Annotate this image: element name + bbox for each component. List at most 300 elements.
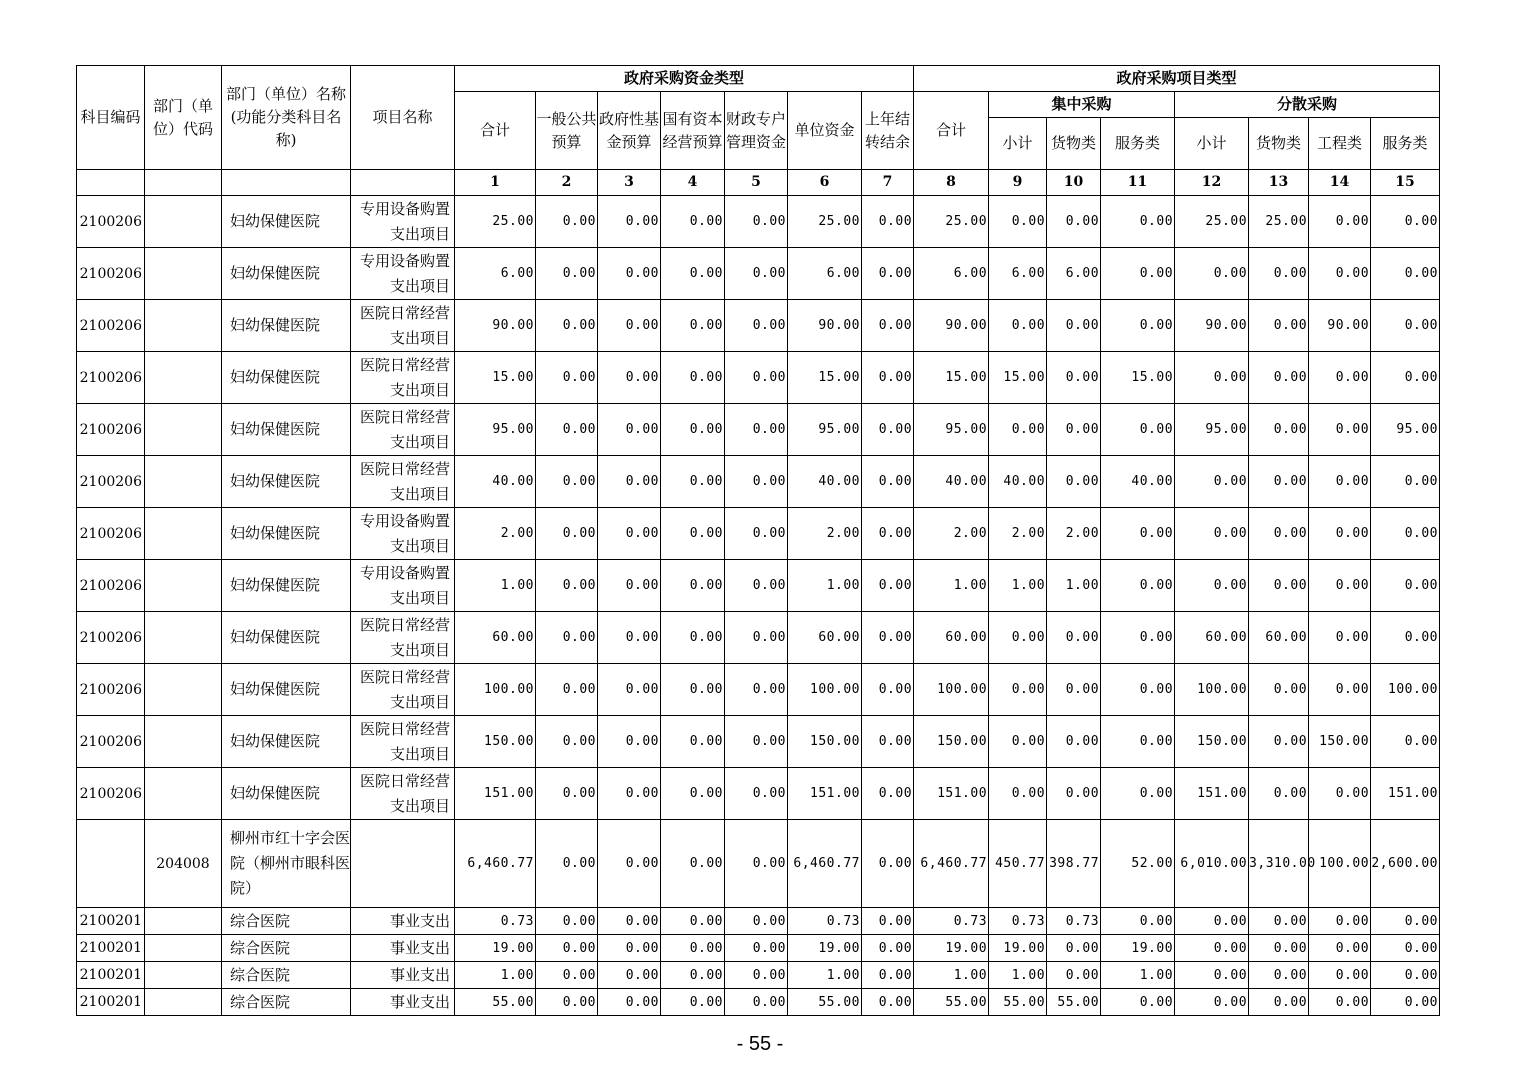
amount-cell: 0.00 <box>536 196 598 248</box>
amount-cell: 0.00 <box>862 820 914 908</box>
amount-cell: 0.00 <box>1175 962 1249 989</box>
amount-cell: 150.00 <box>1175 716 1249 768</box>
amount-cell: 0.00 <box>536 508 598 560</box>
amount-cell: 0.00 <box>1309 989 1371 1016</box>
amount-cell: 60.00 <box>455 612 536 664</box>
amount-cell: 0.00 <box>862 908 914 935</box>
amount-cell: 0.00 <box>862 989 914 1016</box>
amount-cell: 90.00 <box>1309 300 1371 352</box>
dept-code-cell <box>145 560 222 612</box>
amount-cell: 0.00 <box>661 664 725 716</box>
project-name-cell: 专用设备购置支出项目 <box>351 508 455 560</box>
subject-code-cell: 2100206 <box>77 560 145 612</box>
amount-cell: 3,310.00 <box>1249 820 1309 908</box>
amount-cell: 25.00 <box>788 196 862 248</box>
amount-cell: 0.00 <box>1101 404 1175 456</box>
amount-cell: 0.00 <box>1047 716 1101 768</box>
amount-cell: 6.00 <box>914 248 989 300</box>
amount-cell: 1.00 <box>455 560 536 612</box>
amount-cell: 0.00 <box>862 716 914 768</box>
amount-cell: 6,460.77 <box>455 820 536 908</box>
amount-cell: 0.00 <box>598 404 661 456</box>
amount-cell: 0.00 <box>1175 935 1249 962</box>
dept-code-cell <box>145 962 222 989</box>
amount-cell: 90.00 <box>455 300 536 352</box>
column-number: 6 <box>788 170 862 196</box>
amount-cell: 0.00 <box>862 768 914 820</box>
amount-cell: 0.00 <box>989 664 1047 716</box>
amount-cell: 0.00 <box>1309 456 1371 508</box>
amount-cell: 0.00 <box>862 248 914 300</box>
amount-cell: 0.00 <box>598 456 661 508</box>
amount-cell: 95.00 <box>455 404 536 456</box>
amount-cell: 0.00 <box>725 404 788 456</box>
amount-cell: 0.00 <box>1309 352 1371 404</box>
amount-cell: 0.00 <box>598 820 661 908</box>
amount-cell: 150.00 <box>1309 716 1371 768</box>
amount-cell: 0.00 <box>598 908 661 935</box>
table-row <box>77 196 1440 248</box>
dept-code-cell <box>145 989 222 1016</box>
amount-cell: 1.00 <box>989 560 1047 612</box>
amount-cell: 0.00 <box>661 196 725 248</box>
table-header <box>77 66 1440 196</box>
column-number-row <box>77 170 1440 196</box>
header-decentral-services: 服务类 <box>1371 118 1440 170</box>
project-name-cell <box>351 820 455 908</box>
amount-cell: 0.00 <box>1371 908 1440 935</box>
amount-cell: 40.00 <box>1101 456 1175 508</box>
amount-cell: 0.00 <box>1309 508 1371 560</box>
amount-cell: 0.00 <box>1249 962 1309 989</box>
project-name-cell: 专用设备购置支出项目 <box>351 560 455 612</box>
amount-cell: 0.00 <box>725 768 788 820</box>
amount-cell: 0.00 <box>536 300 598 352</box>
project-name-cell: 事业支出 <box>351 989 455 1016</box>
amount-cell: 0.00 <box>725 560 788 612</box>
dept-code-cell <box>145 768 222 820</box>
amount-cell: 0.00 <box>661 908 725 935</box>
table-row <box>77 962 1440 989</box>
table-row <box>77 560 1440 612</box>
amount-cell: 0.00 <box>1101 560 1175 612</box>
amount-cell: 0.00 <box>862 962 914 989</box>
header-gov-fund-budget: 政府性基金预算 <box>598 92 661 170</box>
amount-cell: 0.00 <box>725 248 788 300</box>
amount-cell: 0.00 <box>1047 352 1101 404</box>
amount-cell: 0.00 <box>862 935 914 962</box>
amount-cell: 0.00 <box>725 196 788 248</box>
subject-code-cell: 2100206 <box>77 768 145 820</box>
amount-cell: 0.00 <box>661 404 725 456</box>
amount-cell: 0.00 <box>1309 612 1371 664</box>
amount-cell: 0.00 <box>1249 456 1309 508</box>
table-row <box>77 768 1440 820</box>
amount-cell: 0.00 <box>1249 935 1309 962</box>
header-dept-code: 部门（单位）代码 <box>145 66 222 170</box>
amount-cell: 0.00 <box>661 508 725 560</box>
amount-cell: 0.00 <box>862 612 914 664</box>
table-row <box>77 300 1440 352</box>
subject-code-cell: 2100206 <box>77 612 145 664</box>
amount-cell: 25.00 <box>1249 196 1309 248</box>
amount-cell: 0.00 <box>661 352 725 404</box>
amount-cell: 0.00 <box>1101 508 1175 560</box>
unit-name-cell: 妇幼保健医院 <box>222 768 351 820</box>
amount-cell: 40.00 <box>914 456 989 508</box>
amount-cell: 15.00 <box>1101 352 1175 404</box>
amount-cell: 0.00 <box>1047 612 1101 664</box>
amount-cell: 0.00 <box>1047 962 1101 989</box>
amount-cell: 0.00 <box>1309 404 1371 456</box>
amount-cell: 0.00 <box>725 300 788 352</box>
amount-cell: 0.00 <box>598 352 661 404</box>
amount-cell: 15.00 <box>455 352 536 404</box>
amount-cell: 0.00 <box>598 768 661 820</box>
amount-cell: 0.73 <box>1047 908 1101 935</box>
amount-cell: 0.00 <box>1371 962 1440 989</box>
amount-cell: 0.00 <box>1047 664 1101 716</box>
amount-cell: 0.00 <box>1249 908 1309 935</box>
amount-cell: 0.00 <box>661 716 725 768</box>
amount-cell: 0.00 <box>1309 935 1371 962</box>
project-name-cell: 事业支出 <box>351 908 455 935</box>
amount-cell: 0.00 <box>1101 716 1175 768</box>
unit-name-cell: 妇幼保健医院 <box>222 664 351 716</box>
dept-code-cell <box>145 404 222 456</box>
amount-cell: 0.00 <box>725 989 788 1016</box>
amount-cell: 90.00 <box>914 300 989 352</box>
column-number: 9 <box>989 170 1047 196</box>
amount-cell: 19.00 <box>1101 935 1175 962</box>
unit-name-cell: 综合医院 <box>222 935 351 962</box>
table-row <box>77 989 1440 1016</box>
amount-cell: 0.00 <box>725 508 788 560</box>
amount-cell: 1.00 <box>914 962 989 989</box>
amount-cell: 0.00 <box>1175 560 1249 612</box>
amount-cell: 0.00 <box>536 989 598 1016</box>
amount-cell: 0.00 <box>1101 908 1175 935</box>
amount-cell: 0.00 <box>661 935 725 962</box>
dept-code-cell <box>145 248 222 300</box>
subject-code-cell: 2100201 <box>77 935 145 962</box>
subject-code-cell: 2100206 <box>77 404 145 456</box>
project-name-cell: 专用设备购置支出项目 <box>351 196 455 248</box>
amount-cell: 55.00 <box>455 989 536 1016</box>
amount-cell: 95.00 <box>914 404 989 456</box>
amount-cell: 0.73 <box>788 908 862 935</box>
amount-cell: 0.00 <box>661 820 725 908</box>
header-special-account-funds: 财政专户管理资金 <box>725 92 788 170</box>
amount-cell: 0.00 <box>1371 612 1440 664</box>
amount-cell: 0.00 <box>1309 664 1371 716</box>
header-fund-total: 合计 <box>455 92 536 170</box>
amount-cell: 0.00 <box>536 908 598 935</box>
amount-cell: 0.00 <box>1309 962 1371 989</box>
project-name-cell: 医院日常经营支出项目 <box>351 352 455 404</box>
amount-cell: 100.00 <box>914 664 989 716</box>
amount-cell: 60.00 <box>788 612 862 664</box>
amount-cell: 15.00 <box>914 352 989 404</box>
dept-code-cell <box>145 664 222 716</box>
amount-cell: 0.00 <box>598 248 661 300</box>
amount-cell: 0.00 <box>862 300 914 352</box>
amount-cell: 100.00 <box>455 664 536 716</box>
amount-cell: 6,010.00 <box>1175 820 1249 908</box>
unit-name-cell: 综合医院 <box>222 962 351 989</box>
amount-cell: 0.00 <box>1175 989 1249 1016</box>
amount-cell: 90.00 <box>788 300 862 352</box>
subject-code-cell: 2100206 <box>77 456 145 508</box>
amount-cell: 0.00 <box>1309 196 1371 248</box>
amount-cell: 0.00 <box>598 560 661 612</box>
subject-code-cell: 2100201 <box>77 989 145 1016</box>
header-decentral-goods: 货物类 <box>1249 118 1309 170</box>
unit-name-cell: 妇幼保健医院 <box>222 196 351 248</box>
unit-name-cell: 综合医院 <box>222 908 351 935</box>
unit-name-cell: 妇幼保健医院 <box>222 248 351 300</box>
amount-cell: 0.00 <box>1101 300 1175 352</box>
table-row <box>77 612 1440 664</box>
column-number: 14 <box>1309 170 1371 196</box>
amount-cell: 0.73 <box>989 908 1047 935</box>
amount-cell: 0.00 <box>598 989 661 1016</box>
dept-code-cell <box>145 935 222 962</box>
unit-name-cell: 妇幼保健医院 <box>222 612 351 664</box>
amount-cell: 0.00 <box>1101 196 1175 248</box>
amount-cell: 40.00 <box>989 456 1047 508</box>
amount-cell: 0.00 <box>536 560 598 612</box>
amount-cell: 0.00 <box>536 716 598 768</box>
table-row <box>77 664 1440 716</box>
header-carryover: 上年结转结余 <box>862 92 914 170</box>
header-decentralized: 分散采购 <box>1175 92 1440 118</box>
amount-cell: 151.00 <box>914 768 989 820</box>
amount-cell: 0.00 <box>725 935 788 962</box>
amount-cell: 1.00 <box>788 560 862 612</box>
table-row <box>77 820 1440 908</box>
amount-cell: 60.00 <box>1249 612 1309 664</box>
amount-cell: 0.00 <box>1047 404 1101 456</box>
amount-cell: 0.00 <box>598 716 661 768</box>
amount-cell: 95.00 <box>788 404 862 456</box>
amount-cell: 0.00 <box>661 612 725 664</box>
amount-cell: 0.00 <box>1371 248 1440 300</box>
table-row <box>77 935 1440 962</box>
amount-cell: 0.00 <box>725 820 788 908</box>
amount-cell: 0.00 <box>1047 196 1101 248</box>
amount-cell: 150.00 <box>914 716 989 768</box>
amount-cell: 0.00 <box>598 508 661 560</box>
amount-cell: 0.00 <box>536 456 598 508</box>
amount-cell: 0.00 <box>989 196 1047 248</box>
amount-cell: 6.00 <box>1047 248 1101 300</box>
amount-cell: 100.00 <box>1371 664 1440 716</box>
project-name-cell: 医院日常经营支出项目 <box>351 456 455 508</box>
subject-code-cell: 2100201 <box>77 962 145 989</box>
amount-cell: 0.00 <box>661 989 725 1016</box>
amount-cell: 0.00 <box>1309 248 1371 300</box>
column-number: 5 <box>725 170 788 196</box>
amount-cell: 0.00 <box>1371 352 1440 404</box>
amount-cell: 0.00 <box>1101 612 1175 664</box>
amount-cell: 0.00 <box>536 820 598 908</box>
amount-cell: 0.00 <box>536 935 598 962</box>
subject-code-cell: 2100206 <box>77 664 145 716</box>
dept-code-cell <box>145 908 222 935</box>
amount-cell: 95.00 <box>1371 404 1440 456</box>
amount-cell: 55.00 <box>1047 989 1101 1016</box>
amount-cell: 0.00 <box>661 300 725 352</box>
amount-cell: 0.00 <box>536 352 598 404</box>
amount-cell: 0.00 <box>1371 196 1440 248</box>
subject-code-cell <box>77 820 145 908</box>
header-dept-name: 部门（单位）名称(功能分类科目名称) <box>222 66 351 170</box>
amount-cell: 6.00 <box>989 248 1047 300</box>
amount-cell: 0.00 <box>1101 248 1175 300</box>
amount-cell: 0.00 <box>1371 560 1440 612</box>
column-number: 12 <box>1175 170 1249 196</box>
amount-cell: 0.00 <box>1249 768 1309 820</box>
amount-cell: 25.00 <box>1175 196 1249 248</box>
amount-cell: 0.00 <box>725 962 788 989</box>
amount-cell: 1.00 <box>788 962 862 989</box>
amount-cell: 0.00 <box>1101 989 1175 1016</box>
procurement-table <box>76 65 1440 1016</box>
table-row <box>77 404 1440 456</box>
amount-cell: 6.00 <box>788 248 862 300</box>
amount-cell: 2.00 <box>455 508 536 560</box>
amount-cell: 151.00 <box>788 768 862 820</box>
amount-cell: 40.00 <box>788 456 862 508</box>
amount-cell: 100.00 <box>1309 820 1371 908</box>
amount-cell: 0.00 <box>598 196 661 248</box>
amount-cell: 0.00 <box>989 404 1047 456</box>
amount-cell: 0.00 <box>1249 248 1309 300</box>
amount-cell: 0.00 <box>1371 456 1440 508</box>
project-name-cell: 医院日常经营支出项目 <box>351 404 455 456</box>
amount-cell: 150.00 <box>788 716 862 768</box>
amount-cell: 0.00 <box>1175 908 1249 935</box>
amount-cell: 0.00 <box>1101 768 1175 820</box>
amount-cell: 15.00 <box>788 352 862 404</box>
subject-code-cell: 2100206 <box>77 352 145 404</box>
amount-cell: 95.00 <box>1175 404 1249 456</box>
amount-cell: 0.00 <box>1249 664 1309 716</box>
dept-code-cell: 204008 <box>145 820 222 908</box>
amount-cell: 450.77 <box>989 820 1047 908</box>
dept-code-cell <box>145 196 222 248</box>
amount-cell: 0.00 <box>725 664 788 716</box>
project-name-cell: 专用设备购置支出项目 <box>351 248 455 300</box>
subject-code-cell: 2100206 <box>77 196 145 248</box>
amount-cell: 52.00 <box>1101 820 1175 908</box>
table-row <box>77 908 1440 935</box>
amount-cell: 0.00 <box>1047 935 1101 962</box>
amount-cell: 0.00 <box>536 248 598 300</box>
amount-cell: 19.00 <box>914 935 989 962</box>
header-central-goods: 货物类 <box>1047 118 1101 170</box>
amount-cell: 0.00 <box>862 404 914 456</box>
amount-cell: 100.00 <box>1175 664 1249 716</box>
amount-cell: 0.00 <box>536 962 598 989</box>
amount-cell: 0.00 <box>661 456 725 508</box>
unit-name-cell: 柳州市红十字会医院（柳州市眼科医院） <box>222 820 351 908</box>
column-number: 11 <box>1101 170 1175 196</box>
table-body <box>77 196 1440 1016</box>
dept-code-cell <box>145 508 222 560</box>
column-number: 3 <box>598 170 661 196</box>
amount-cell: 0.73 <box>455 908 536 935</box>
amount-cell: 0.00 <box>862 508 914 560</box>
dept-code-cell <box>145 456 222 508</box>
amount-cell: 0.00 <box>862 456 914 508</box>
page-number: - 55 - <box>736 1033 784 1055</box>
amount-cell: 2,600.00 <box>1371 820 1440 908</box>
amount-cell: 100.00 <box>788 664 862 716</box>
amount-cell: 0.00 <box>661 962 725 989</box>
header-decentral-subtotal: 小计 <box>1175 118 1249 170</box>
amount-cell: 0.00 <box>989 716 1047 768</box>
dept-code-cell <box>145 300 222 352</box>
amount-cell: 0.00 <box>989 768 1047 820</box>
amount-cell: 1.00 <box>1047 560 1101 612</box>
project-name-cell: 医院日常经营支出项目 <box>351 768 455 820</box>
column-number: 1 <box>455 170 536 196</box>
table-row <box>77 456 1440 508</box>
unit-name-cell: 妇幼保健医院 <box>222 508 351 560</box>
amount-cell: 0.00 <box>1249 716 1309 768</box>
amount-cell: 55.00 <box>914 989 989 1016</box>
project-name-cell: 医院日常经营支出项目 <box>351 664 455 716</box>
subject-code-cell: 2100206 <box>77 300 145 352</box>
header-project-type-group: 政府采购项目类型 <box>914 66 1440 92</box>
amount-cell: 0.00 <box>1047 768 1101 820</box>
amount-cell: 0.00 <box>536 768 598 820</box>
amount-cell: 0.00 <box>1371 716 1440 768</box>
amount-cell: 151.00 <box>455 768 536 820</box>
amount-cell: 0.00 <box>725 352 788 404</box>
amount-cell: 0.00 <box>1175 508 1249 560</box>
amount-cell: 0.00 <box>725 716 788 768</box>
subject-code-cell: 2100201 <box>77 908 145 935</box>
column-number: 7 <box>862 170 914 196</box>
amount-cell: 0.00 <box>661 560 725 612</box>
header-centralized: 集中采购 <box>989 92 1175 118</box>
table-row <box>77 248 1440 300</box>
header-state-capital-budget: 国有资本经营预算 <box>661 92 725 170</box>
amount-cell: 0.00 <box>1175 456 1249 508</box>
amount-cell: 398.77 <box>1047 820 1101 908</box>
table-row <box>77 716 1440 768</box>
amount-cell: 0.00 <box>1249 404 1309 456</box>
dept-code-cell <box>145 612 222 664</box>
amount-cell: 0.00 <box>725 456 788 508</box>
amount-cell: 0.00 <box>725 612 788 664</box>
table-row <box>77 352 1440 404</box>
amount-cell: 0.00 <box>1309 768 1371 820</box>
amount-cell: 19.00 <box>788 935 862 962</box>
table-row <box>77 508 1440 560</box>
subject-code-cell: 2100206 <box>77 248 145 300</box>
amount-cell: 0.00 <box>989 612 1047 664</box>
amount-cell: 0.00 <box>598 300 661 352</box>
amount-cell: 0.00 <box>1309 560 1371 612</box>
amount-cell: 1.00 <box>1101 962 1175 989</box>
amount-cell: 6,460.77 <box>914 820 989 908</box>
amount-cell: 2.00 <box>989 508 1047 560</box>
unit-name-cell: 妇幼保健医院 <box>222 300 351 352</box>
